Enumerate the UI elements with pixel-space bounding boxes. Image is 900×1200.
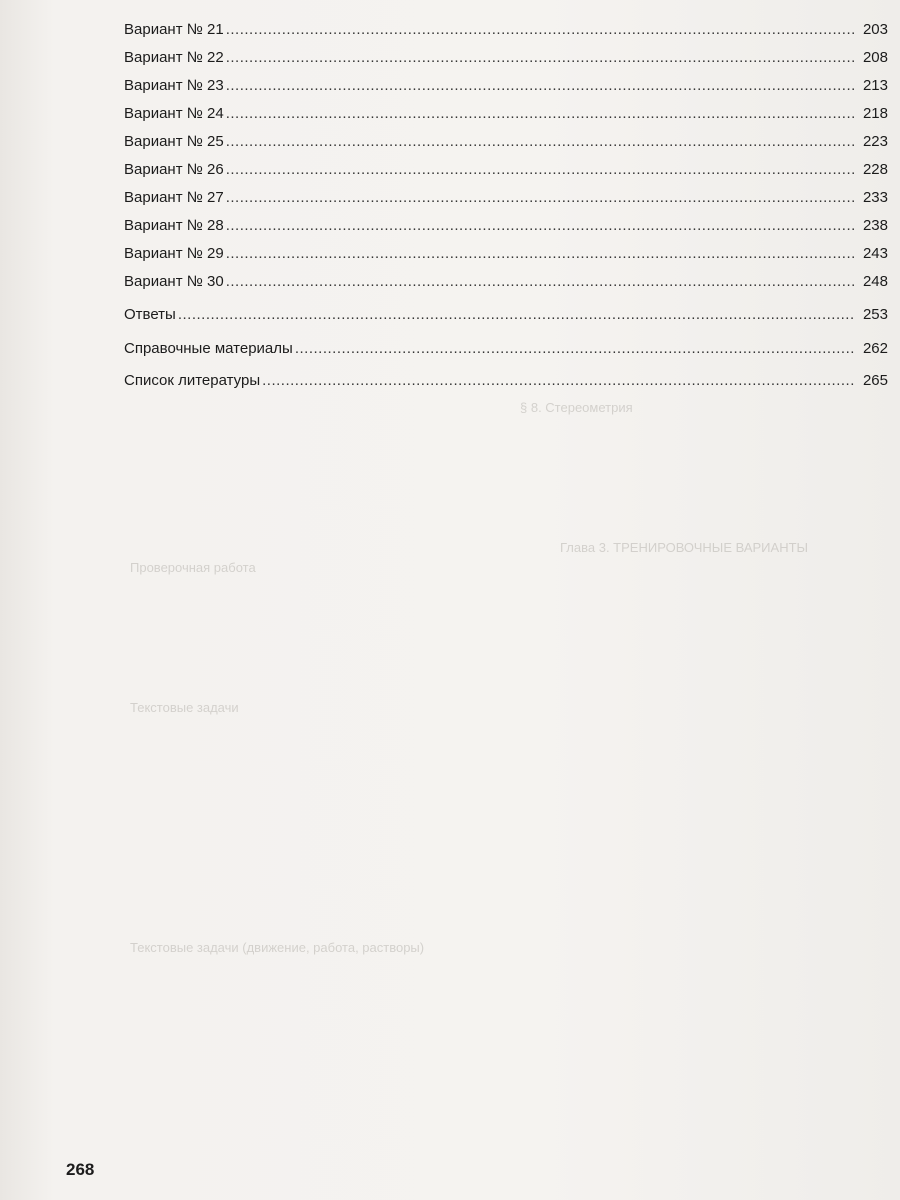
toc-entry-title: Вариант № 21 (124, 21, 224, 38)
table-of-contents (124, 16, 888, 396)
toc-entry-page: 265 (862, 372, 888, 389)
toc-entry[interactable] (124, 334, 888, 364)
toc-entry-title: Вариант № 24 (124, 105, 224, 122)
toc-entry-title: Ответы (124, 306, 176, 323)
toc-entry-title: Справочные материалы (124, 340, 293, 357)
toc-entry-page: 208 (862, 49, 888, 66)
toc-entry-title: Вариант № 25 (124, 133, 224, 150)
toc-entry-title: Вариант № 26 (124, 161, 224, 178)
toc-entry[interactable] (124, 156, 888, 184)
dot-leader (226, 240, 856, 268)
toc-entry[interactable] (124, 268, 888, 296)
toc-entry[interactable] (124, 212, 888, 240)
toc-entry-page: 233 (862, 189, 888, 206)
dot-leader (226, 212, 856, 240)
dot-leader (226, 44, 856, 72)
toc-entry[interactable] (124, 16, 888, 44)
toc-entry[interactable] (124, 72, 888, 100)
toc-entry-page: 218 (862, 105, 888, 122)
page-number: 268 (66, 1160, 95, 1179)
toc-entry-title: Вариант № 28 (124, 217, 224, 234)
toc-entry-title: Вариант № 23 (124, 77, 224, 94)
toc-entry-page: 262 (862, 340, 888, 357)
toc-entry[interactable] (124, 300, 888, 330)
toc-entry-page: 243 (862, 245, 888, 262)
toc-entry[interactable] (124, 240, 888, 268)
toc-entry[interactable] (124, 100, 888, 128)
toc-entry-title: Вариант № 29 (124, 245, 224, 262)
toc-entry-title: Вариант № 22 (124, 49, 224, 66)
bleed-through-text: Текстовые задачи (130, 700, 239, 715)
toc-entry[interactable] (124, 184, 888, 212)
dot-leader (226, 16, 856, 44)
toc-entry-page: 213 (862, 77, 888, 94)
toc-entry[interactable] (124, 366, 888, 396)
dot-leader (262, 366, 856, 396)
toc-entry-page: 223 (862, 133, 888, 150)
toc-entry-page: 228 (862, 161, 888, 178)
bleed-through-text: Глава 3. ТРЕНИРОВОЧНЫЕ ВАРИАНТЫ (560, 540, 809, 555)
dot-leader (226, 128, 856, 156)
dot-leader (178, 300, 856, 330)
toc-entry[interactable] (124, 128, 888, 156)
dot-leader (226, 184, 856, 212)
toc-entry-page: 203 (862, 21, 888, 38)
dot-leader (226, 72, 856, 100)
toc-entry-title: Вариант № 27 (124, 189, 224, 206)
toc-entry-page: 238 (862, 217, 888, 234)
toc-entry[interactable] (124, 44, 888, 72)
dot-leader (226, 100, 856, 128)
dot-leader (295, 334, 856, 364)
bleed-through-text: Проверочная работа (130, 560, 256, 575)
toc-entry-title: Вариант № 30 (124, 273, 224, 290)
bleed-through-text: § 8. Стереометрия (520, 400, 633, 415)
dot-leader (226, 156, 856, 184)
toc-entry-page: 248 (862, 273, 888, 290)
bleed-through-text: Текстовые задачи (движение, работа, растворы) (130, 940, 425, 955)
dot-leader (226, 268, 856, 296)
toc-entry-title: Список литературы (124, 372, 261, 389)
toc-entry-page: 253 (862, 306, 888, 323)
